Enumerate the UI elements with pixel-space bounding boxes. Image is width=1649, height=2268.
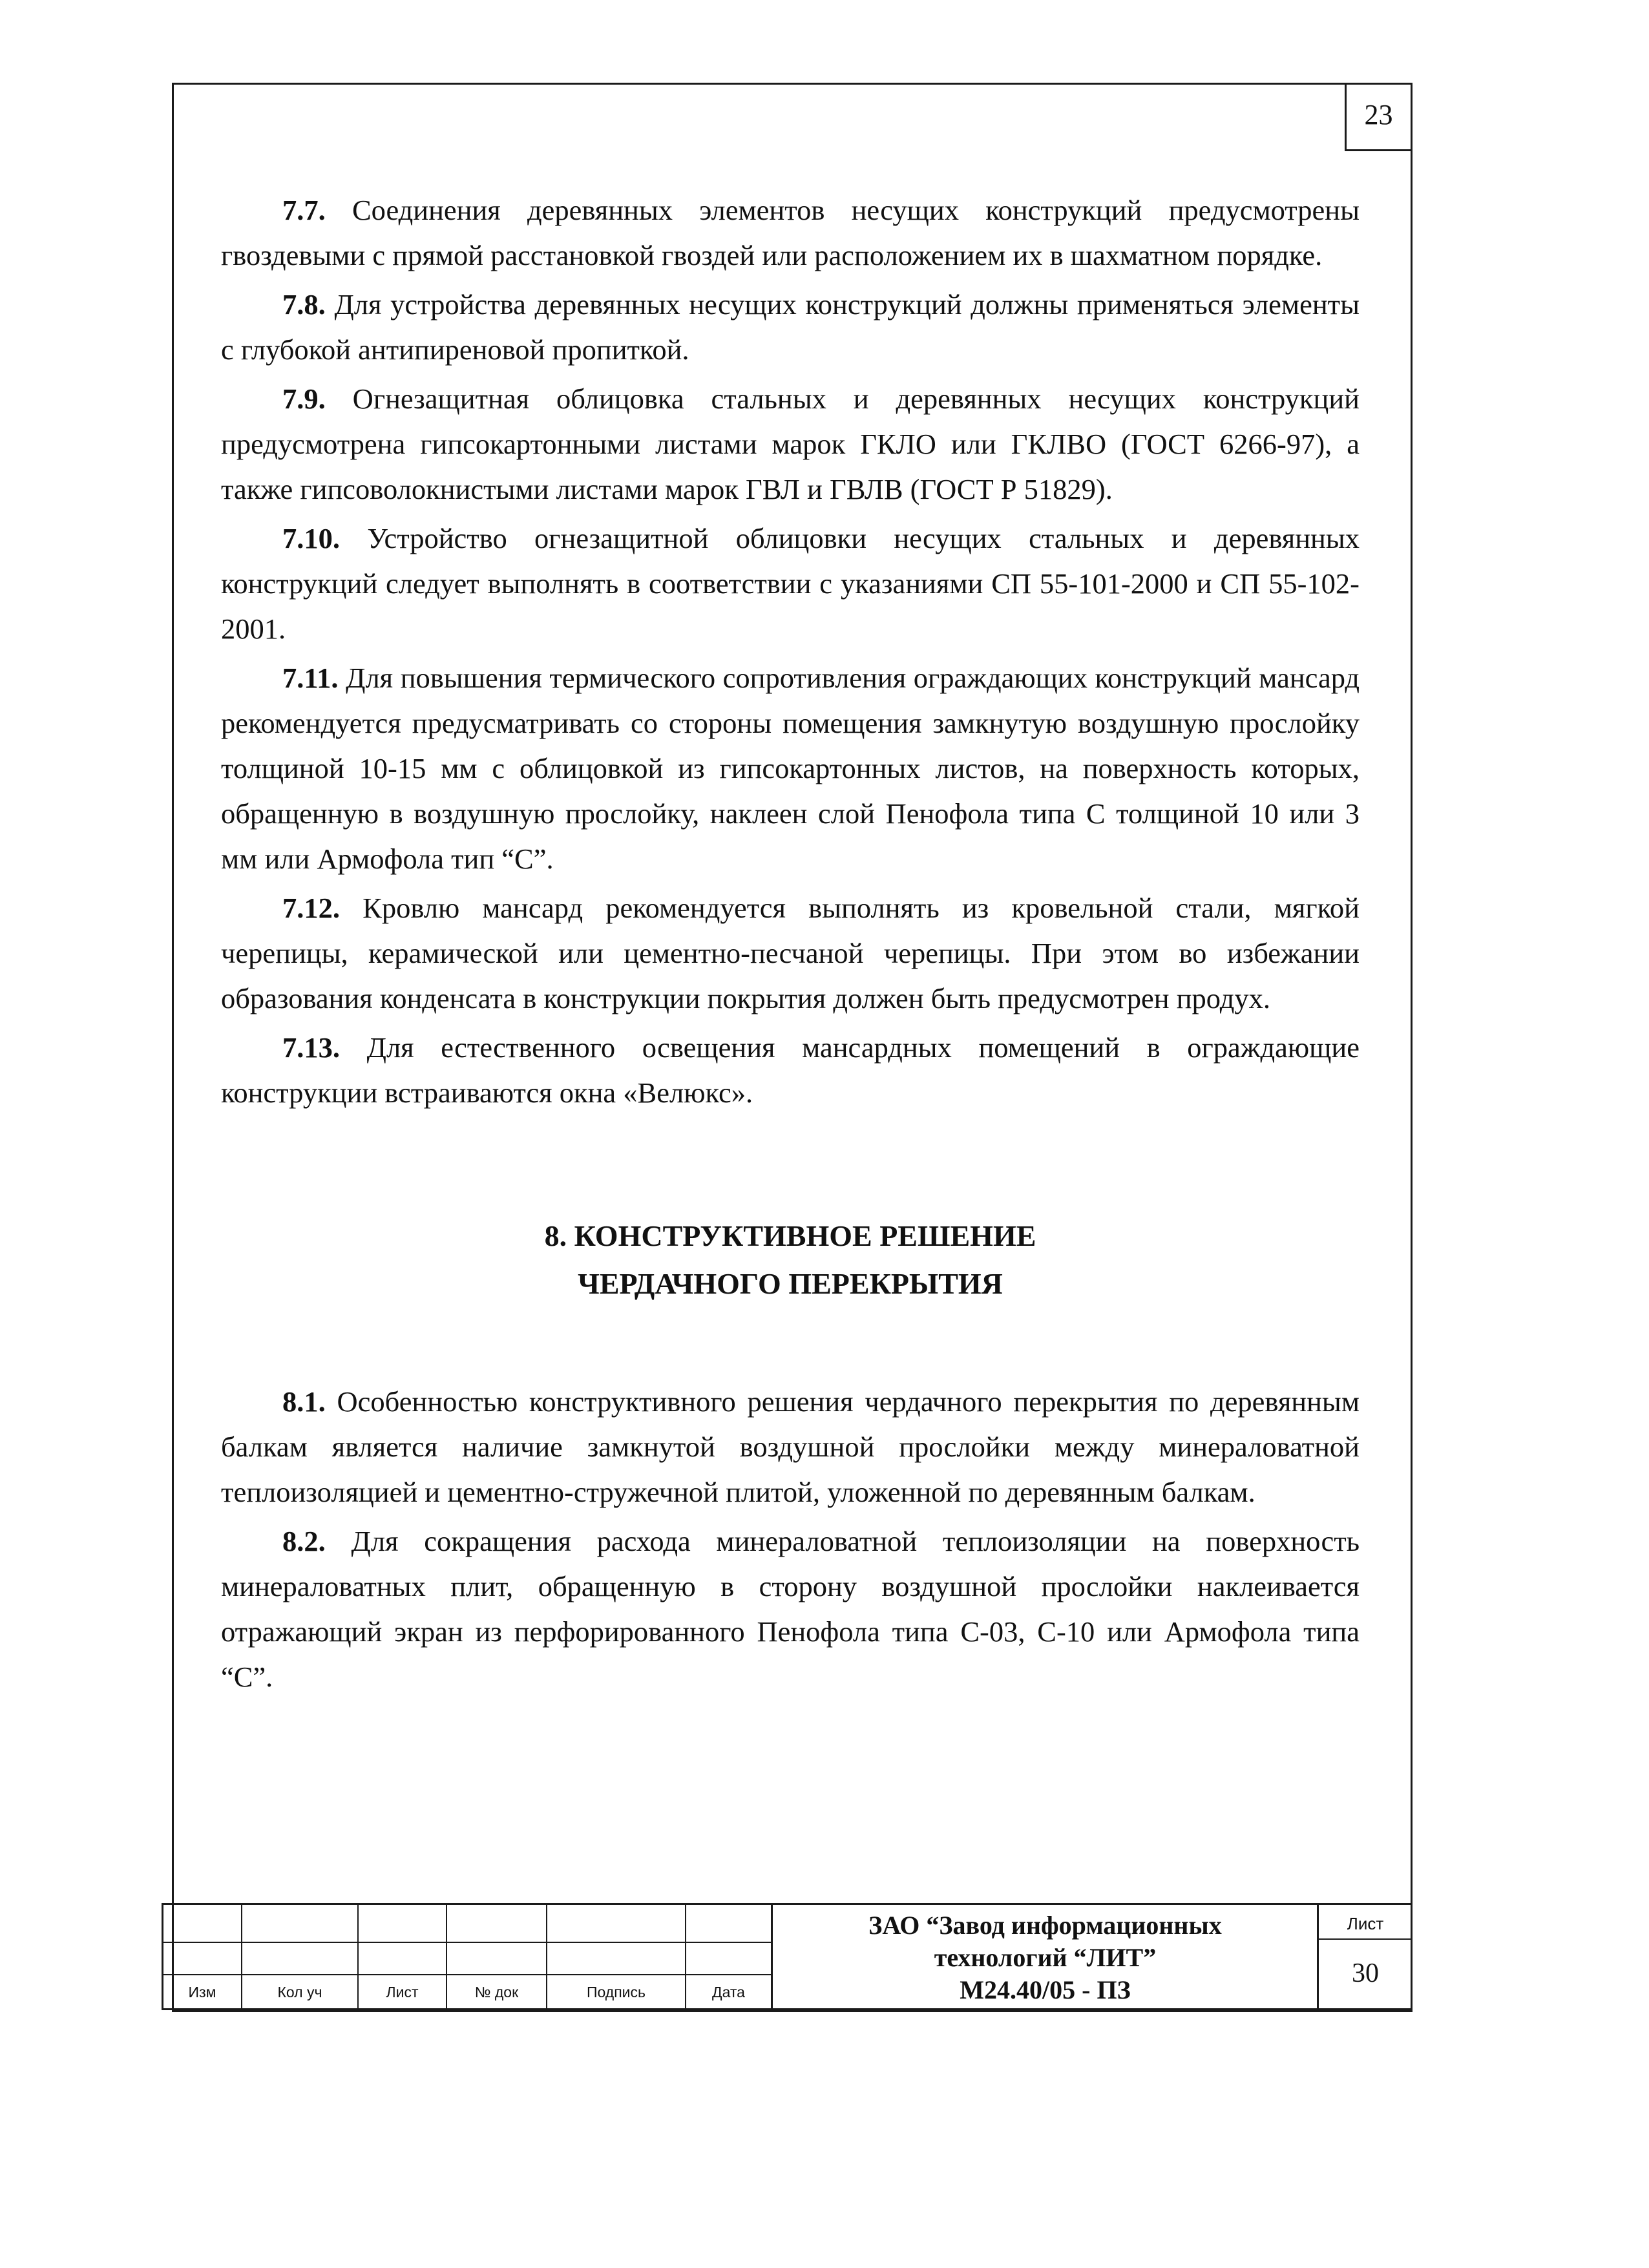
paragraph-7-7: [221, 187, 1360, 278]
paragraph-text: Для устройства деревянных несущих конструкций должны применяться элементы с глубокой антипиреновой пропиткой.: [221, 288, 1360, 366]
paragraph-7-8: [221, 282, 1360, 372]
col-list: Лист: [386, 1984, 419, 2000]
col-date: Дата: [712, 1984, 745, 2000]
paragraph-number: 8.2.: [282, 1525, 326, 1557]
paragraph-text: Огнезащитная облицовка стальных и деревянных несущих конструкций предусмотрена гипсокартонными листами марок ГКЛО или ГКЛВО (ГОСТ 6266-97), а также гипсоволокнистыми листами марок ГВЛ и ГВЛВ (ГОСТ Р 51829).: [221, 383, 1360, 505]
paragraph-number: 8.1.: [282, 1385, 326, 1418]
page-number: 23: [1345, 83, 1411, 151]
paragraph-7-12: [221, 885, 1360, 1021]
col-doc-no: № док: [474, 1984, 519, 2000]
section-heading-line: ЧЕРДАЧНОГО ПЕРЕКРЫТИЯ: [578, 1267, 1003, 1300]
paragraph-text: Соединения деревянных элементов несущих конструкций предусмотрены гвоздевыми с прямой расстановкой гвоздей или расположением их в шахматном порядке.: [221, 194, 1360, 271]
col-izm: Изм: [188, 1984, 216, 2000]
paragraph-7-10: [221, 516, 1360, 651]
paragraph-number: 7.13.: [282, 1031, 340, 1064]
paragraph-text: Устройство огнезащитной облицовки несущих стальных и деревянных конструкций следует выполнять в соответствии с указаниями СП 55-101-2000 и СП 55-102-2001.: [221, 522, 1360, 645]
document-body: [221, 187, 1360, 1703]
paragraph-number: 7.11.: [282, 662, 339, 694]
paragraph-text: Для сокращения расхода минераловатной теплоизоляции на поверхность минераловатных плит, обращенную в сторону воздушной прослойки наклеивается отражающий экран из перфорированного Пенофола типа С-03, С-10 или Армофола типа “С”.: [221, 1525, 1360, 1693]
paragraph-7-13: [221, 1025, 1360, 1115]
paragraph-text: Для естественного освещения мансардных помещений в ограждающие конструкции встраиваются окна «Велюкс».: [221, 1031, 1360, 1109]
paragraph-number: 7.9.: [282, 383, 326, 415]
col-kol-uch: Кол уч: [277, 1984, 322, 2000]
section-heading-line: 8. КОНСТРУКТИВНОЕ РЕШЕНИЕ: [544, 1219, 1036, 1252]
paragraph-7-11: [221, 655, 1360, 881]
org-name-line: ЗАО “Завод информационных: [868, 1911, 1222, 1940]
paragraph-number: 7.10.: [282, 522, 340, 554]
paragraph-text: Особенностью конструктивного решения чердачного перекрытия по деревянным балкам является наличие замкнутой воздушной прослойки между минераловатной теплоизоляцией и цементно-стружечной плитой, уложенной по деревянным балкам.: [221, 1385, 1360, 1508]
org-name-line: технологий “ЛИТ”: [934, 1943, 1157, 1972]
paragraph-number: 7.8.: [282, 288, 326, 320]
sheet-number: 30: [1352, 1958, 1379, 1988]
section-heading: [221, 1212, 1360, 1308]
document-code: М24.40/05 - ПЗ: [960, 1975, 1131, 2004]
paragraph-8-2: [221, 1518, 1360, 1699]
paragraph-number: 7.7.: [282, 194, 326, 226]
organization-block: [772, 1909, 1318, 2006]
col-signature: Подпись: [586, 1984, 646, 2000]
paragraph-8-1: [221, 1379, 1360, 1515]
sheet-label: Лист: [1347, 1914, 1384, 1933]
paragraph-number: 7.12.: [282, 892, 340, 924]
paragraph-text: Для повышения термического сопротивления ограждающих конструкций мансард рекомендуется предусматривать со стороны помещения замкнутую воздушную прослойку толщиной 10-15 мм с облицовкой из гипсокартонных листов, на поверхность которых, обращенную в воздушную прослойку, наклеен слой Пенофола типа С толщиной 10 или 3 мм или Армофола тип “С”.: [221, 662, 1360, 875]
paragraph-7-9: [221, 376, 1360, 512]
paragraph-text: Кровлю мансард рекомендуется выполнять из кровельной стали, мягкой черепицы, керамической или цементно-песчаной черепицы. При этом во избежании образования конденсата в конструкции покрытия должен быть предусмотрен продух.: [221, 892, 1360, 1014]
